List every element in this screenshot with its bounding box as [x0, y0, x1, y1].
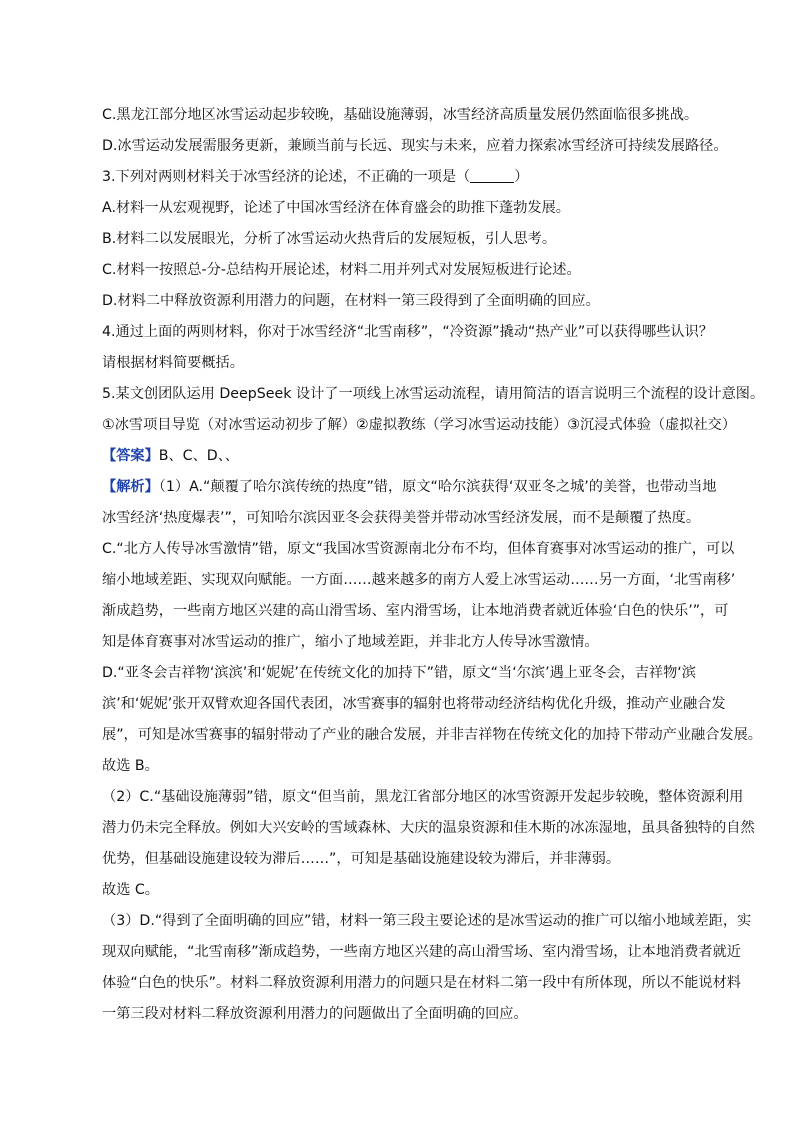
document-page — [102, 100, 765, 1030]
analysis-line — [102, 472, 742, 503]
q3-option-a: A.材料一从宏观视野，论述了中国冰雪经济在体育盛会的助推下蓬勃发展。 — [102, 200, 570, 216]
question-4: 4.通过上面的两则材料，你对于冰雪经济“北雪南移”，“冷资源”撬动“热产业”可以获得哪些认识？ — [102, 324, 713, 340]
q3-option-c: C.材料一按照总-分-总结构开展论述，材料二用并列式对发展短板进行论述。 — [102, 262, 581, 278]
question-3 — [102, 162, 742, 193]
analysis-line: 知是体育赛事对冰雪运动的推广，缩小了地域差距，并非北方人传导冰雪激情。 — [102, 634, 599, 650]
answer-text: B、C、D、、 — [158, 448, 239, 464]
choice-line: 故选 C。 — [102, 882, 159, 898]
analysis-line: D.“亚冬会吉祥物‘滨滨’和‘妮妮’在传统文化的加持下”错，原文“当‘尔滨’遇上亚冬会，吉祥物‘滨 — [102, 665, 696, 681]
analysis-line: 现双向赋能，“北雪南移”渐成趋势，一些南方地区兴建的高山滑雪场、室内滑雪场，让本地消费者就近 — [102, 944, 741, 960]
analysis-tag: 【解析】 — [102, 479, 159, 495]
analysis-line: （3）D.“得到了全面明确的回应”错，材料一第三段主要论述的是冰雪运动的推广可以缩小地域差距，实 — [102, 913, 752, 929]
analysis-line: C.“北方人传导冰雪激情”错，原文“我国冰雪资源南北分布不均，但体育赛事对冰雪运动的推广，可以 — [102, 541, 735, 557]
analysis-line: 潜力仍未完全释放。例如大兴安岭的雪域森林、大庆的温泉资源和佳木斯的冰冻湿地，虽具备独特的自然 — [102, 820, 755, 836]
analysis-line: （2）C.“基础设施薄弱”错，原文“但当前，黑龙江省部分地区的冰雪资源开发起步较晚，整体资源利用 — [102, 789, 744, 805]
answer-tag: 【答案】 — [102, 448, 159, 464]
q3-option-d: D.材料二中释放资源利用潜力的问题，在材料一第三段得到了全面明确的回应。 — [102, 293, 600, 309]
analysis-line: 一第三段对材料二释放资源利用潜力的问题做出了全面明确的回应。 — [102, 1006, 528, 1022]
analysis-line: 优势，但基础设施建设较为滞后……”，可知是基础设施建设较为滞后，并非薄弱。 — [102, 851, 621, 867]
option-c-line: C.黑龙江部分地区冰雪运动起步较晚，基础设施薄弱，冰雪经济高质量发展仍然面临很多挑战。 — [102, 107, 699, 123]
question-4-cont: 请根据材料简要概括。 — [102, 355, 244, 371]
q3-option-b: B.材料二以发展眼光，分析了冰雪运动火热背后的发展短板，引人思考。 — [102, 231, 557, 247]
analysis-text: （1）A.“颠覆了哈尔滨传统的热度”错，原文“哈尔滨获得‘双亚冬之城’的美誉，也带动当地 — [158, 479, 717, 495]
choice-line: 故选 B。 — [102, 758, 159, 774]
question-3-close: ） — [514, 169, 529, 185]
question-5-steps: ①冰雪项目导览（对冰雪运动初步了解）②虚拟教练（学习冰雪运动技能）③沉浸式体验（虚拟社交） — [102, 417, 737, 433]
answer-line — [102, 441, 742, 472]
question-5: 5.某文创团队运用 DeepSeek 设计了一项线上冰雪运动流程，请用简洁的语言说明三个流程的设计意图。 — [102, 386, 765, 402]
analysis-line: 冰雪经济‘热度爆表’”，可知哈尔滨因亚冬会获得美誉并带动冰雪经济发展，而不是颠覆了热度。 — [102, 510, 701, 526]
analysis-line: 渐成趋势，一些南方地区兴建的高山滑雪场、室内滑雪场，让本地消费者就近体验‘白色的快乐’”，可 — [102, 603, 729, 619]
analysis-line: 体验“白色的快乐”。材料二释放资源利用潜力的问题只是在材料二第一段中有所体现，所以不能说材料 — [102, 975, 741, 991]
analysis-line: 缩小地域差距、实现双向赋能。一方面……越来越多的南方人爱上冰雪运动……另一方面，‘北雪南移’ — [102, 572, 736, 588]
analysis-line: 展”，可知是冰雪赛事的辐射带动了产业的融合发展，并非吉祥物在传统文化的加持下带动产业融合发展。 — [102, 727, 762, 743]
option-d-line: D.冰雪运动发展需服务更新，兼顾当前与长远、现实与未来，应着力探索冰雪经济可持续发展路径。 — [102, 138, 728, 154]
answer-blank — [470, 168, 514, 183]
question-3-text: 3.下列对两则材料关于冰雪经济的论述，不正确的一项是（ — [102, 169, 471, 185]
analysis-line: 滨’和‘妮妮’张开双臂欢迎各国代表团，冰雪赛事的辐射也将带动经济结构优化升级，推动产业融合发 — [102, 696, 726, 712]
